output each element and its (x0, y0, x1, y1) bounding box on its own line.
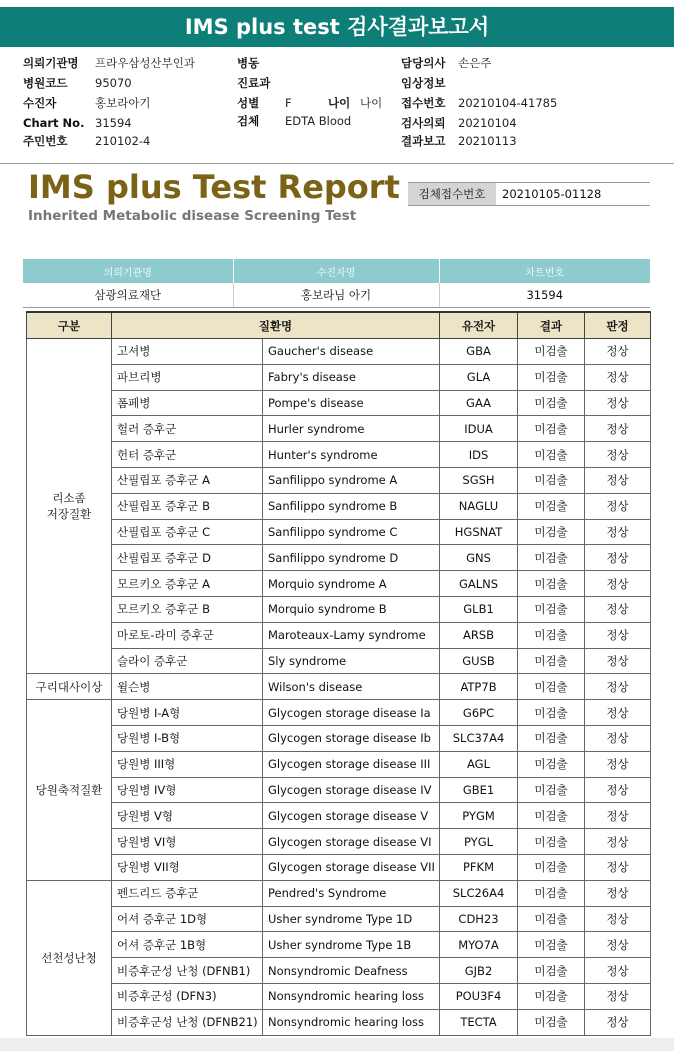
disease-name-en: Wilson's disease (263, 674, 440, 700)
table-row (27, 571, 651, 597)
table-row (27, 700, 651, 726)
table-row (27, 906, 651, 932)
disease-name-kr: 산필립포 증후군 B (112, 493, 263, 519)
judgment-cell: 정상 (585, 803, 651, 829)
examinee-value: 홍보라아기 (95, 96, 151, 110)
physician-label: 담당의사 (401, 56, 446, 70)
gene-cell: GALNS (440, 571, 518, 597)
ward-label: 병동 (237, 56, 260, 70)
table-row (27, 416, 651, 442)
report-header-title: IMS plus test 검사결과보고서 (0, 7, 674, 47)
result-cell: 미검출 (518, 777, 585, 803)
gene-cell: PYGM (440, 803, 518, 829)
gene-cell: NAGLU (440, 493, 518, 519)
disease-name-kr: 어셔 증후군 1B형 (112, 932, 263, 958)
examinee-label: 수진자 (23, 96, 57, 110)
chart-no-label: Chart No. (23, 116, 85, 130)
disease-name-kr: 어셔 증후군 1D형 (112, 906, 263, 932)
judgment-cell: 정상 (585, 493, 651, 519)
disease-name-en: Pompe's disease (263, 390, 440, 416)
results-header-disease: 질환명 (112, 312, 440, 339)
judgment-cell: 정상 (585, 467, 651, 493)
gene-cell: CDH23 (440, 906, 518, 932)
disease-name-kr: 파브리병 (112, 364, 263, 390)
table-row (27, 777, 651, 803)
hospital-code-label: 병원코드 (23, 76, 68, 90)
gene-cell: G6PC (440, 700, 518, 726)
result-cell: 미검출 (518, 674, 585, 700)
disease-name-kr: 당원병 III형 (112, 751, 263, 777)
requesting-org-value: 프라우삼성산부인과 (95, 56, 195, 70)
gene-cell: POU3F4 (440, 983, 518, 1009)
result-cell: 미검출 (518, 622, 585, 648)
result-cell: 미검출 (518, 983, 585, 1009)
receipt-no-value: 20210104-41785 (458, 96, 558, 110)
receipt-no-label: 접수번호 (401, 96, 446, 110)
judgment-cell: 정상 (585, 519, 651, 545)
disease-name-kr: 비증후군성 난청 (DFNB21) (112, 1009, 263, 1035)
disease-name-en: Pendred's Syndrome (263, 880, 440, 906)
judgment-cell: 정상 (585, 648, 651, 674)
judgment-cell: 정상 (585, 700, 651, 726)
gene-cell: GUSB (440, 648, 518, 674)
gene-cell: IDUA (440, 416, 518, 442)
result-cell: 미검출 (518, 829, 585, 855)
hospital-code-value: 95070 (95, 76, 132, 90)
category-cell: 선천성난청 (27, 880, 112, 1035)
disease-name-kr: 당원병 V형 (112, 803, 263, 829)
physician-value: 손은주 (458, 56, 492, 70)
gene-cell: GAA (440, 390, 518, 416)
table-row (27, 958, 651, 984)
gene-cell: GNS (440, 545, 518, 571)
gene-cell: ATP7B (440, 674, 518, 700)
disease-name-kr: 비증후군성 난청 (DFNB1) (112, 958, 263, 984)
gene-cell: PYGL (440, 829, 518, 855)
sex-label: 성별 (237, 96, 260, 110)
disease-name-en: Hunter's syndrome (263, 442, 440, 468)
judgment-cell: 정상 (585, 545, 651, 571)
specimen-value: EDTA Blood (285, 114, 352, 128)
result-cell: 미검출 (518, 364, 585, 390)
judgment-cell: 정상 (585, 854, 651, 880)
disease-name-kr: 당원병 I-A형 (112, 700, 263, 726)
header-divider (0, 163, 674, 164)
gene-cell: GLA (440, 364, 518, 390)
patient-header-name: 수진자명 (233, 259, 439, 283)
disease-name-kr: 당원병 VI형 (112, 829, 263, 855)
disease-name-en: Glycogen storage disease IV (263, 777, 440, 803)
disease-name-en: Glycogen storage disease III (263, 751, 440, 777)
table-row (27, 545, 651, 571)
result-cell: 미검출 (518, 493, 585, 519)
result-cell: 미검출 (518, 596, 585, 622)
gene-cell: GLB1 (440, 596, 518, 622)
table-row (27, 751, 651, 777)
result-cell: 미검출 (518, 467, 585, 493)
result-cell: 미검출 (518, 571, 585, 597)
patient-header-org: 의뢰기관명 (23, 259, 233, 283)
table-row (27, 803, 651, 829)
patient-summary-table (23, 259, 650, 308)
result-cell: 미검출 (518, 906, 585, 932)
disease-name-kr: 펜드리드 증후군 (112, 880, 263, 906)
result-cell: 미검출 (518, 442, 585, 468)
results-table (26, 311, 651, 1036)
disease-name-en: Glycogen storage disease Ia (263, 700, 440, 726)
gene-cell: TECTA (440, 1009, 518, 1035)
disease-name-en: Morquio syndrome A (263, 571, 440, 597)
category-cell: 당원축적질환 (27, 700, 112, 881)
category-cell: 구리대사이상 (27, 674, 112, 700)
gene-cell: GJB2 (440, 958, 518, 984)
disease-name-kr: 헐러 증후군 (112, 416, 263, 442)
specimen-receipt-box (408, 182, 650, 206)
judgment-cell: 정상 (585, 674, 651, 700)
gene-cell: MYO7A (440, 932, 518, 958)
disease-name-kr: 모르키오 증후군 B (112, 596, 263, 622)
table-row (27, 725, 651, 751)
table-row (27, 519, 651, 545)
results-header-gene: 유전자 (440, 312, 518, 339)
table-row (27, 467, 651, 493)
clinical-info-label: 임상정보 (401, 76, 446, 90)
judgment-cell: 정상 (585, 829, 651, 855)
judgment-cell: 정상 (585, 416, 651, 442)
result-cell: 미검출 (518, 958, 585, 984)
table-row (27, 829, 651, 855)
disease-name-en: Nonsyndromic Deafness (263, 958, 440, 984)
table-row (27, 390, 651, 416)
gene-cell: GBE1 (440, 777, 518, 803)
result-cell: 미검출 (518, 751, 585, 777)
disease-name-kr: 윌슨병 (112, 674, 263, 700)
patient-value-org: 삼광의료재단 (23, 283, 233, 308)
gene-cell: SLC26A4 (440, 880, 518, 906)
age-label: 나이 (328, 96, 351, 110)
gene-cell: ARSB (440, 622, 518, 648)
judgment-cell: 정상 (585, 983, 651, 1009)
disease-name-en: Fabry's disease (263, 364, 440, 390)
judgment-cell: 정상 (585, 958, 651, 984)
gene-cell: IDS (440, 442, 518, 468)
gene-cell: SGSH (440, 467, 518, 493)
disease-name-en: Morquio syndrome B (263, 596, 440, 622)
table-row (27, 932, 651, 958)
judgment-cell: 정상 (585, 880, 651, 906)
test-request-label: 검사의뢰 (401, 116, 446, 130)
results-header-judgment: 판정 (585, 312, 651, 339)
disease-name-en: Sanfilippo syndrome C (263, 519, 440, 545)
disease-name-kr: 헌터 증후군 (112, 442, 263, 468)
table-row (27, 442, 651, 468)
disease-name-en: Sly syndrome (263, 648, 440, 674)
table-row (27, 1009, 651, 1035)
result-cell: 미검출 (518, 339, 585, 365)
disease-name-kr: 산필립포 증후군 D (112, 545, 263, 571)
disease-name-kr: 모르키오 증후군 A (112, 571, 263, 597)
disease-name-kr: 산필립포 증후군 C (112, 519, 263, 545)
judgment-cell: 정상 (585, 1009, 651, 1035)
disease-name-en: Sanfilippo syndrome D (263, 545, 440, 571)
gene-cell: AGL (440, 751, 518, 777)
judgment-cell: 정상 (585, 932, 651, 958)
judgment-cell: 정상 (585, 571, 651, 597)
report-subtitle: Inherited Metabolic disease Screening Test (28, 208, 357, 224)
specimen-label: 검체 (237, 114, 260, 128)
judgment-cell: 정상 (585, 622, 651, 648)
specimen-receipt-label: 검체접수번호 (408, 183, 496, 205)
disease-name-en: Glycogen storage disease VI (263, 829, 440, 855)
table-row (27, 364, 651, 390)
judgment-cell: 정상 (585, 364, 651, 390)
judgment-cell: 정상 (585, 906, 651, 932)
sex-value: F (285, 96, 292, 110)
chart-no-value: 31594 (95, 116, 132, 130)
disease-name-en: Usher syndrome Type 1B (263, 932, 440, 958)
table-row (27, 648, 651, 674)
table-row (27, 880, 651, 906)
result-cell: 미검출 (518, 519, 585, 545)
result-cell: 미검출 (518, 854, 585, 880)
disease-name-kr: 슬라이 증후군 (112, 648, 263, 674)
table-row (27, 493, 651, 519)
judgment-cell: 정상 (585, 390, 651, 416)
table-row (27, 339, 651, 365)
judgment-cell: 정상 (585, 777, 651, 803)
disease-name-en: Glycogen storage disease VII (263, 854, 440, 880)
patient-value-chart: 31594 (439, 283, 650, 308)
resident-no-label: 주민번호 (23, 134, 68, 148)
result-cell: 미검출 (518, 932, 585, 958)
result-report-value: 20210113 (458, 134, 517, 148)
judgment-cell: 정상 (585, 596, 651, 622)
patient-value-name: 홍보라님 아기 (233, 283, 439, 308)
disease-name-kr: 고셔병 (112, 339, 263, 365)
table-row (27, 854, 651, 880)
disease-name-en: Sanfilippo syndrome A (263, 467, 440, 493)
disease-name-kr: 폼페병 (112, 390, 263, 416)
table-row (27, 622, 651, 648)
result-report-label: 결과보고 (401, 134, 446, 148)
category-cell: 리소좀 저장질환 (27, 339, 112, 674)
resident-no-value: 210102-4 (95, 134, 151, 148)
judgment-cell: 정상 (585, 725, 651, 751)
disease-name-en: Usher syndrome Type 1D (263, 906, 440, 932)
age-value: 나이 (360, 96, 383, 110)
table-row (27, 596, 651, 622)
judgment-cell: 정상 (585, 442, 651, 468)
result-cell: 미검출 (518, 725, 585, 751)
results-header-result: 결과 (518, 312, 585, 339)
disease-name-en: Nonsyndromic hearing loss (263, 1009, 440, 1035)
judgment-cell: 정상 (585, 339, 651, 365)
gene-cell: HGSNAT (440, 519, 518, 545)
result-cell: 미검출 (518, 700, 585, 726)
judgment-cell: 정상 (585, 751, 651, 777)
result-cell: 미검출 (518, 545, 585, 571)
disease-name-kr: 비증후군성 (DFN3) (112, 983, 263, 1009)
patient-info-block (0, 52, 674, 164)
test-request-value: 20210104 (458, 116, 517, 130)
result-cell: 미검출 (518, 803, 585, 829)
disease-name-kr: 당원병 VII형 (112, 854, 263, 880)
department-label: 진료과 (237, 76, 271, 90)
disease-name-en: Glycogen storage disease V (263, 803, 440, 829)
disease-name-en: Hurler syndrome (263, 416, 440, 442)
patient-header-chart: 차트번호 (439, 259, 650, 283)
disease-name-en: Gaucher's disease (263, 339, 440, 365)
page-bottom-band (0, 1038, 674, 1051)
specimen-receipt-value: 20210105-01128 (502, 187, 602, 201)
results-header-category: 구분 (27, 312, 112, 339)
result-cell: 미검출 (518, 416, 585, 442)
result-cell: 미검출 (518, 880, 585, 906)
gene-cell: PFKM (440, 854, 518, 880)
disease-name-kr: 산필립포 증후군 A (112, 467, 263, 493)
disease-name-kr: 당원병 I-B형 (112, 725, 263, 751)
gene-cell: GBA (440, 339, 518, 365)
disease-name-en: Sanfilippo syndrome B (263, 493, 440, 519)
disease-name-kr: 당원병 IV형 (112, 777, 263, 803)
table-row (27, 983, 651, 1009)
result-cell: 미검출 (518, 648, 585, 674)
table-row (27, 674, 651, 700)
result-cell: 미검출 (518, 1009, 585, 1035)
report-title: IMS plus Test Report (28, 168, 400, 206)
disease-name-en: Nonsyndromic hearing loss (263, 983, 440, 1009)
disease-name-en: Maroteaux-Lamy syndrome (263, 622, 440, 648)
requesting-org-label: 의뢰기관명 (23, 56, 79, 70)
result-cell: 미검출 (518, 390, 585, 416)
disease-name-kr: 마로토-라미 증후군 (112, 622, 263, 648)
disease-name-en: Glycogen storage disease Ib (263, 725, 440, 751)
gene-cell: SLC37A4 (440, 725, 518, 751)
